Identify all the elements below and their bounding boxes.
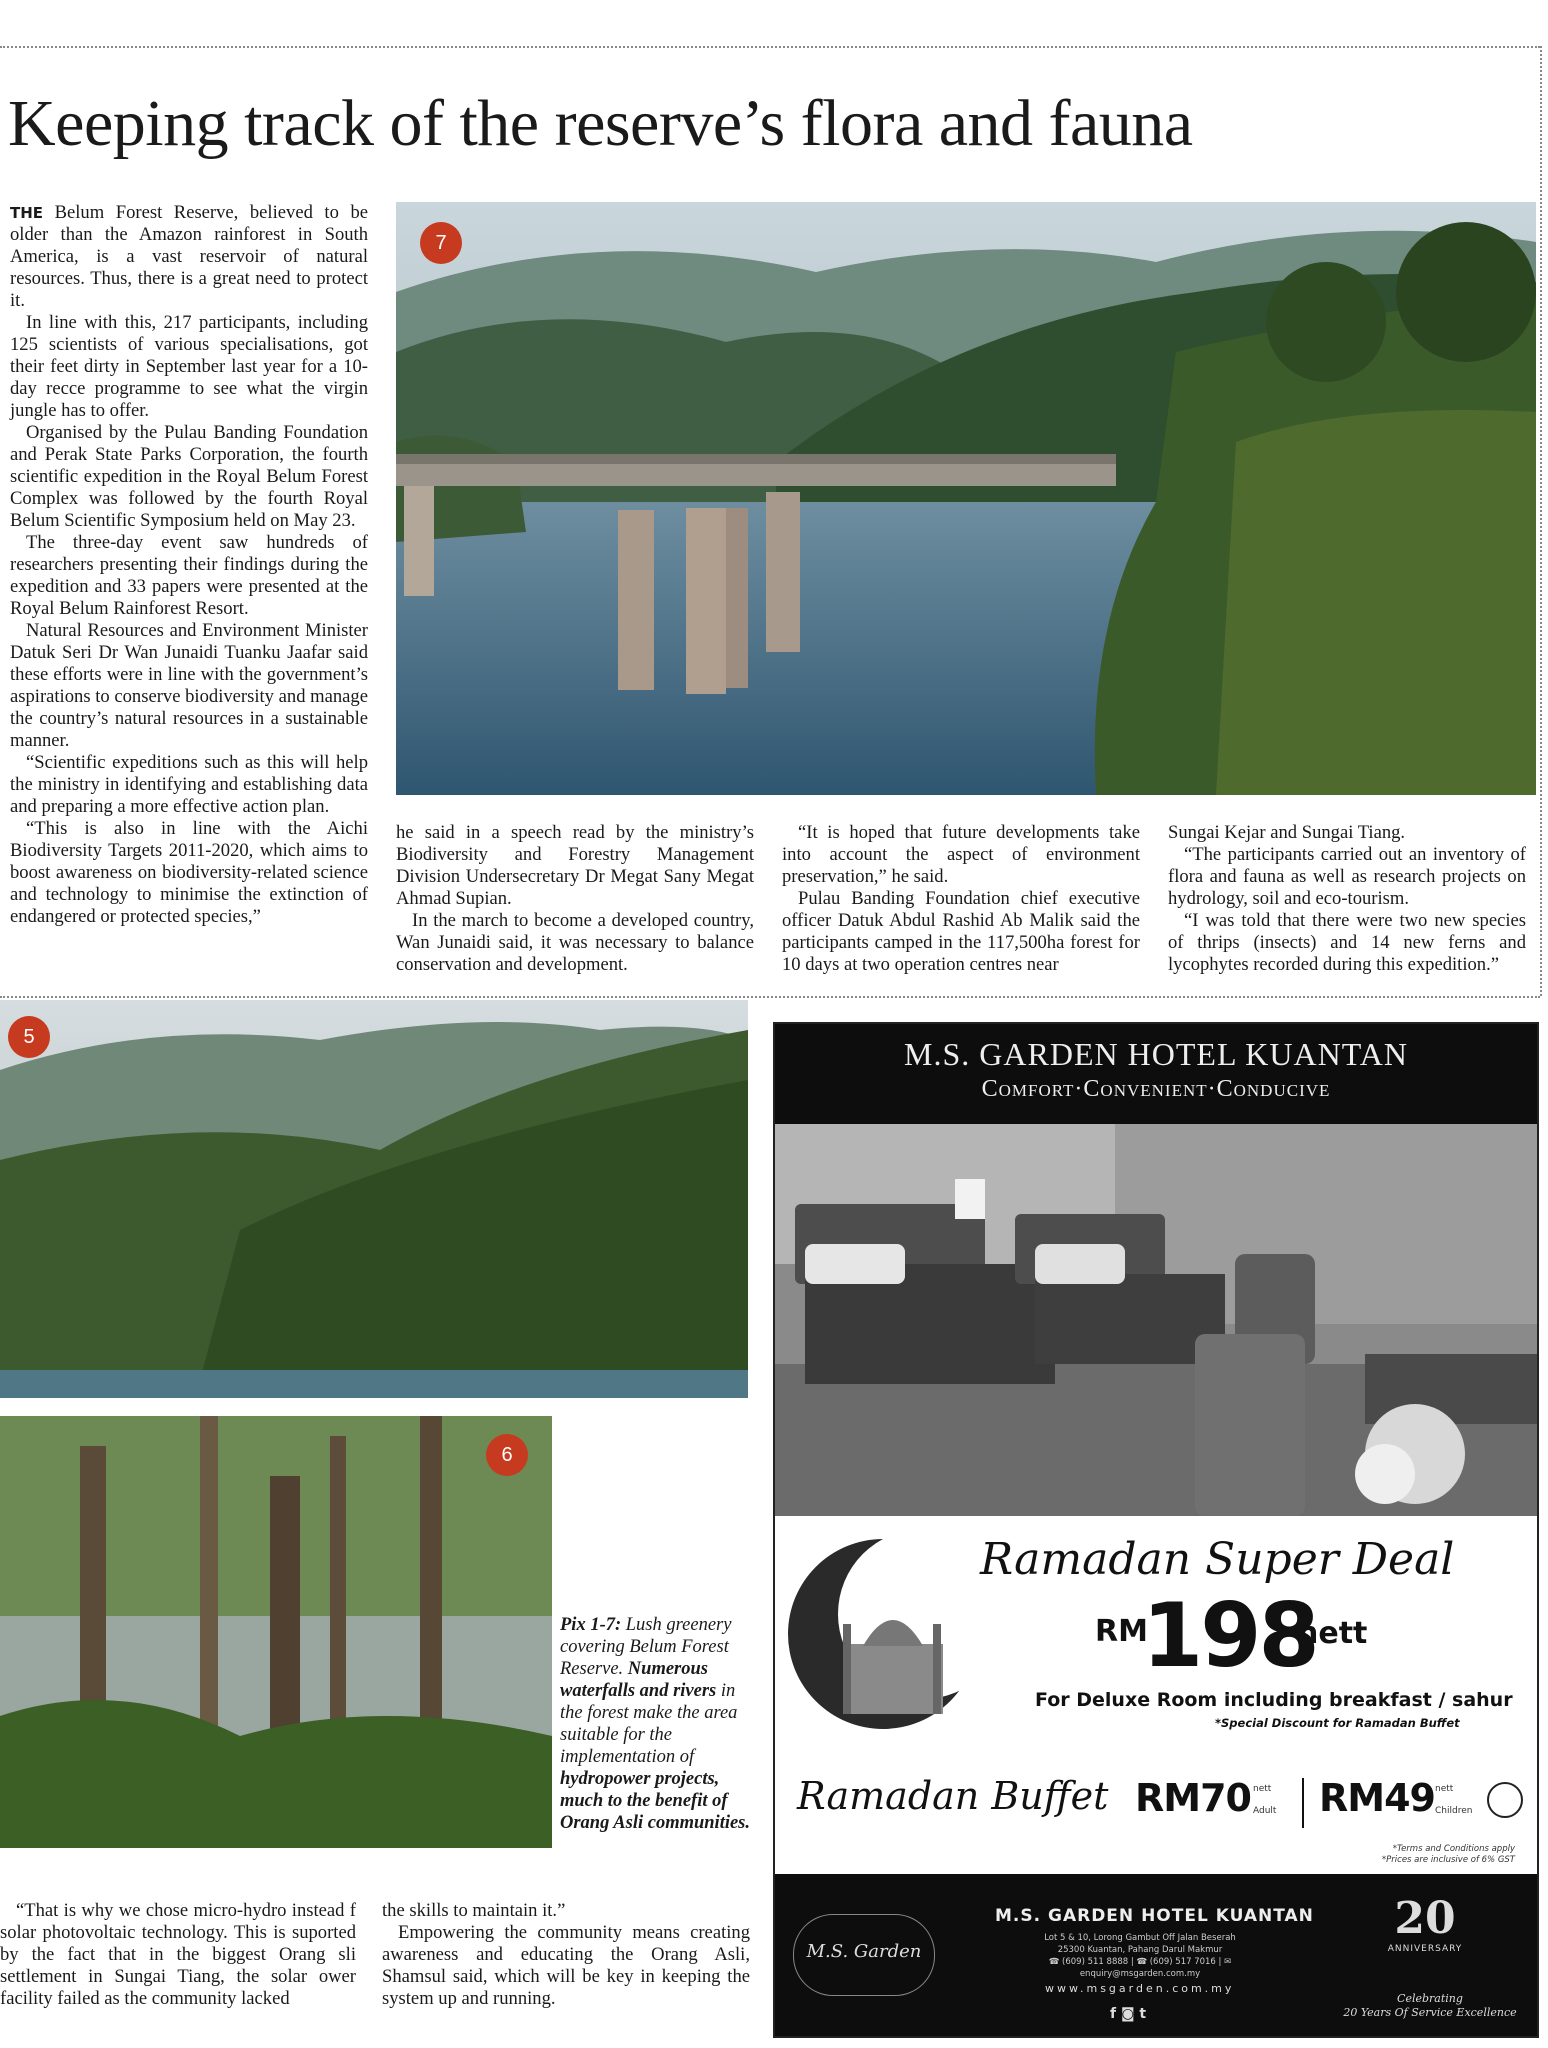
- article-column-2: [396, 822, 754, 976]
- crescent-mosque-icon: [783, 1534, 983, 1734]
- article-paragraph: Empowering the community means creating awareness and educating the Orang Asli, Shamsul said, which will be key in keeping the system up and running.: [382, 1922, 750, 2009]
- article-paragraph: In line with this, 217 participants, including 125 scientists of various specialisations, got their feet dirty in September last year for a 10-day recce programme to see what the virgin jungle has to offer.: [10, 312, 368, 421]
- ad-deal-title: Ramadan Super Deal: [980, 1534, 1455, 1585]
- headline: Keeping track of the reserve’s flora and fauna: [8, 87, 1193, 160]
- article-paragraph: Natural Resources and Environment Minister Datuk Seri Dr Wan Junaidi Tuanku Jaafar said these efforts were in line with the government’s aspirations to conserve biodiversity and manage the country’s natural resources in a sustainable manner.: [10, 620, 368, 751]
- ad-adult-label: Adult: [1253, 1806, 1277, 1816]
- section-rule: [0, 996, 1540, 998]
- hotel-advertisement: [773, 1022, 1539, 2038]
- article-paragraph: “I was told that there were two new species of thrips (insects) and 14 new ferns and lycophytes recorded during this expedition.”: [1168, 910, 1526, 975]
- lead-word: THE: [10, 204, 44, 222]
- article-paragraph: the skills to maintain it.”: [382, 1900, 566, 1921]
- photo-number-badge: 5: [8, 1016, 50, 1058]
- ad-nett-label: nett: [1297, 1616, 1368, 1651]
- social-media-icons[interactable]: f ◙ t: [1110, 2006, 1147, 2022]
- right-rule: [1540, 46, 1542, 996]
- article-bottom-column-2: [382, 1900, 750, 2010]
- ad-adult-price: RM70: [1135, 1776, 1251, 1820]
- photo-number-badge: 7: [420, 222, 462, 264]
- article-paragraph: he said in a speech read by the ministry’s Biodiversity and Forestry Management Division Undersecretary Dr Megat Sany Megat Ahmad Supian.: [396, 822, 754, 909]
- lake-bridge-illustration: [396, 202, 1536, 795]
- ad-website[interactable]: www.msgarden.com.my: [1045, 1982, 1235, 1995]
- halal-seal-icon: [1487, 1782, 1523, 1818]
- article-bottom-column-1: [0, 1900, 356, 2010]
- article-column-4: [1168, 822, 1526, 976]
- ad-header: [775, 1024, 1537, 1124]
- article-paragraph: Pulau Banding Foundation chief executive officer Datuk Abdul Rashid Ab Malik said the participants camped in the 117,500ha forest for 10 days at two operation centres near: [782, 888, 1140, 975]
- photo-caption: Pix 1-7: Lush greenery covering Belum Forest Reserve. Numerous waterfalls and rivers in the forest make the area suitable for the implementation of hydropower projects, much to the benefit of Orang Asli communities.: [560, 1615, 751, 1833]
- ad-discount-note: *Special Discount for Ramadan Buffet: [1215, 1716, 1460, 1730]
- article-paragraph: “This is also in line with the Aichi Biodiversity Targets 2011-2020, which aims to boost awareness on biodiversity-related science and technology to minimise the extinction of endangered or protected species,”: [10, 818, 368, 927]
- ad-child-label: Children: [1435, 1806, 1473, 1816]
- article-paragraph: THE Belum Forest Reserve, believed to be older than the Amazon rainforest in South America, is a vast reservoir of natural resources. Thus, there is a great need to protect it.: [10, 202, 368, 311]
- ad-room-description: For Deluxe Room including breakfast / sahur: [1035, 1689, 1513, 1711]
- article-paragraph: “Scientific expeditions such as this will help the ministry in identifying and establishing data and preparing a more effective action plan.: [10, 752, 368, 817]
- ad-footer: [775, 1874, 1537, 2036]
- ad-celebrating-text: Celebrating 20 Years Of Service Excellence: [1343, 1992, 1517, 2019]
- forest-trees-illustration: [0, 1416, 552, 1848]
- article-column-1: [10, 202, 368, 928]
- article-column-3: [782, 822, 1140, 976]
- hotel-logo: M.S. Garden: [793, 1914, 935, 1996]
- article-paragraph: In the march to become a developed country, Wan Junaidi said, it was necessary to balance conservation and development.: [396, 910, 754, 975]
- ad-buffet-title: Ramadan Buffet: [797, 1774, 1109, 1818]
- ad-address: Lot 5 & 10, Lorong Gambut Off Jalan Beserah 25300 Kuantan, Pahang Darul Makmur ☎ (609) 511 8888 | ☎ (609) 517 7016 | ✉ enquiry@msgarden.com.my: [1044, 1933, 1236, 1979]
- article-paragraph: “It is hoped that future developments take into account the aspect of environment preservation,” he said.: [782, 822, 1140, 887]
- ad-terms: *Terms and Conditions apply *Prices are inclusive of 6% GST: [1381, 1844, 1515, 1865]
- ad-child-price: RM49: [1319, 1776, 1435, 1820]
- ad-adult-nett: nett: [1253, 1784, 1272, 1794]
- ad-child-nett: nett: [1435, 1784, 1454, 1794]
- ad-room-photo: [775, 1124, 1537, 1516]
- top-rule: [0, 46, 1540, 48]
- ad-price-divider: [1302, 1778, 1304, 1828]
- ad-currency: RM: [1095, 1614, 1148, 1649]
- ad-tagline: Comfort·Convenient·Conducive: [981, 1076, 1331, 1102]
- article-paragraph: Organised by the Pulau Banding Foundation and Perak State Parks Corporation, the fourth scientific expedition in the Royal Belum Forest Complex was followed by the fourth Royal Belum Scientific Symposium held on May 23.: [10, 422, 368, 531]
- anniversary-badge: 20 ANNIVERSARY: [1387, 1893, 1463, 1954]
- photo-forest-trees: [0, 1416, 552, 1848]
- article-paragraph: Sungai Kejar and Sungai Tiang.: [1168, 822, 1406, 843]
- hotel-room-illustration: [775, 1124, 1537, 1516]
- ad-hotel-name: M.S. GARDEN HOTEL KUANTAN: [904, 1036, 1408, 1072]
- photo-forest-hills: [0, 1000, 748, 1398]
- photo-lake-bridge: [396, 202, 1536, 795]
- photo-number-badge: 6: [486, 1434, 528, 1476]
- ad-room-price: 198: [1142, 1584, 1317, 1687]
- forest-hills-illustration: [0, 1000, 748, 1398]
- ad-footer-hotel-name: M.S. GARDEN HOTEL KUANTAN: [995, 1906, 1314, 1926]
- article-paragraph: “That is why we chose micro-hydro instead f solar photovoltaic technology. This is suported by the fact that in the biggest Orang sli settlement in Sungai Tiang, the solar ower facility failed as the community lacked: [0, 1900, 356, 2009]
- article-paragraph: “The participants carried out an inventory of flora and fauna as well as research projects on hydrology, soil and eco-tourism.: [1168, 844, 1526, 909]
- article-paragraph: The three-day event saw hundreds of researchers presenting their findings during the expedition and 33 papers were presented at the Royal Belum Rainforest Resort.: [10, 532, 368, 619]
